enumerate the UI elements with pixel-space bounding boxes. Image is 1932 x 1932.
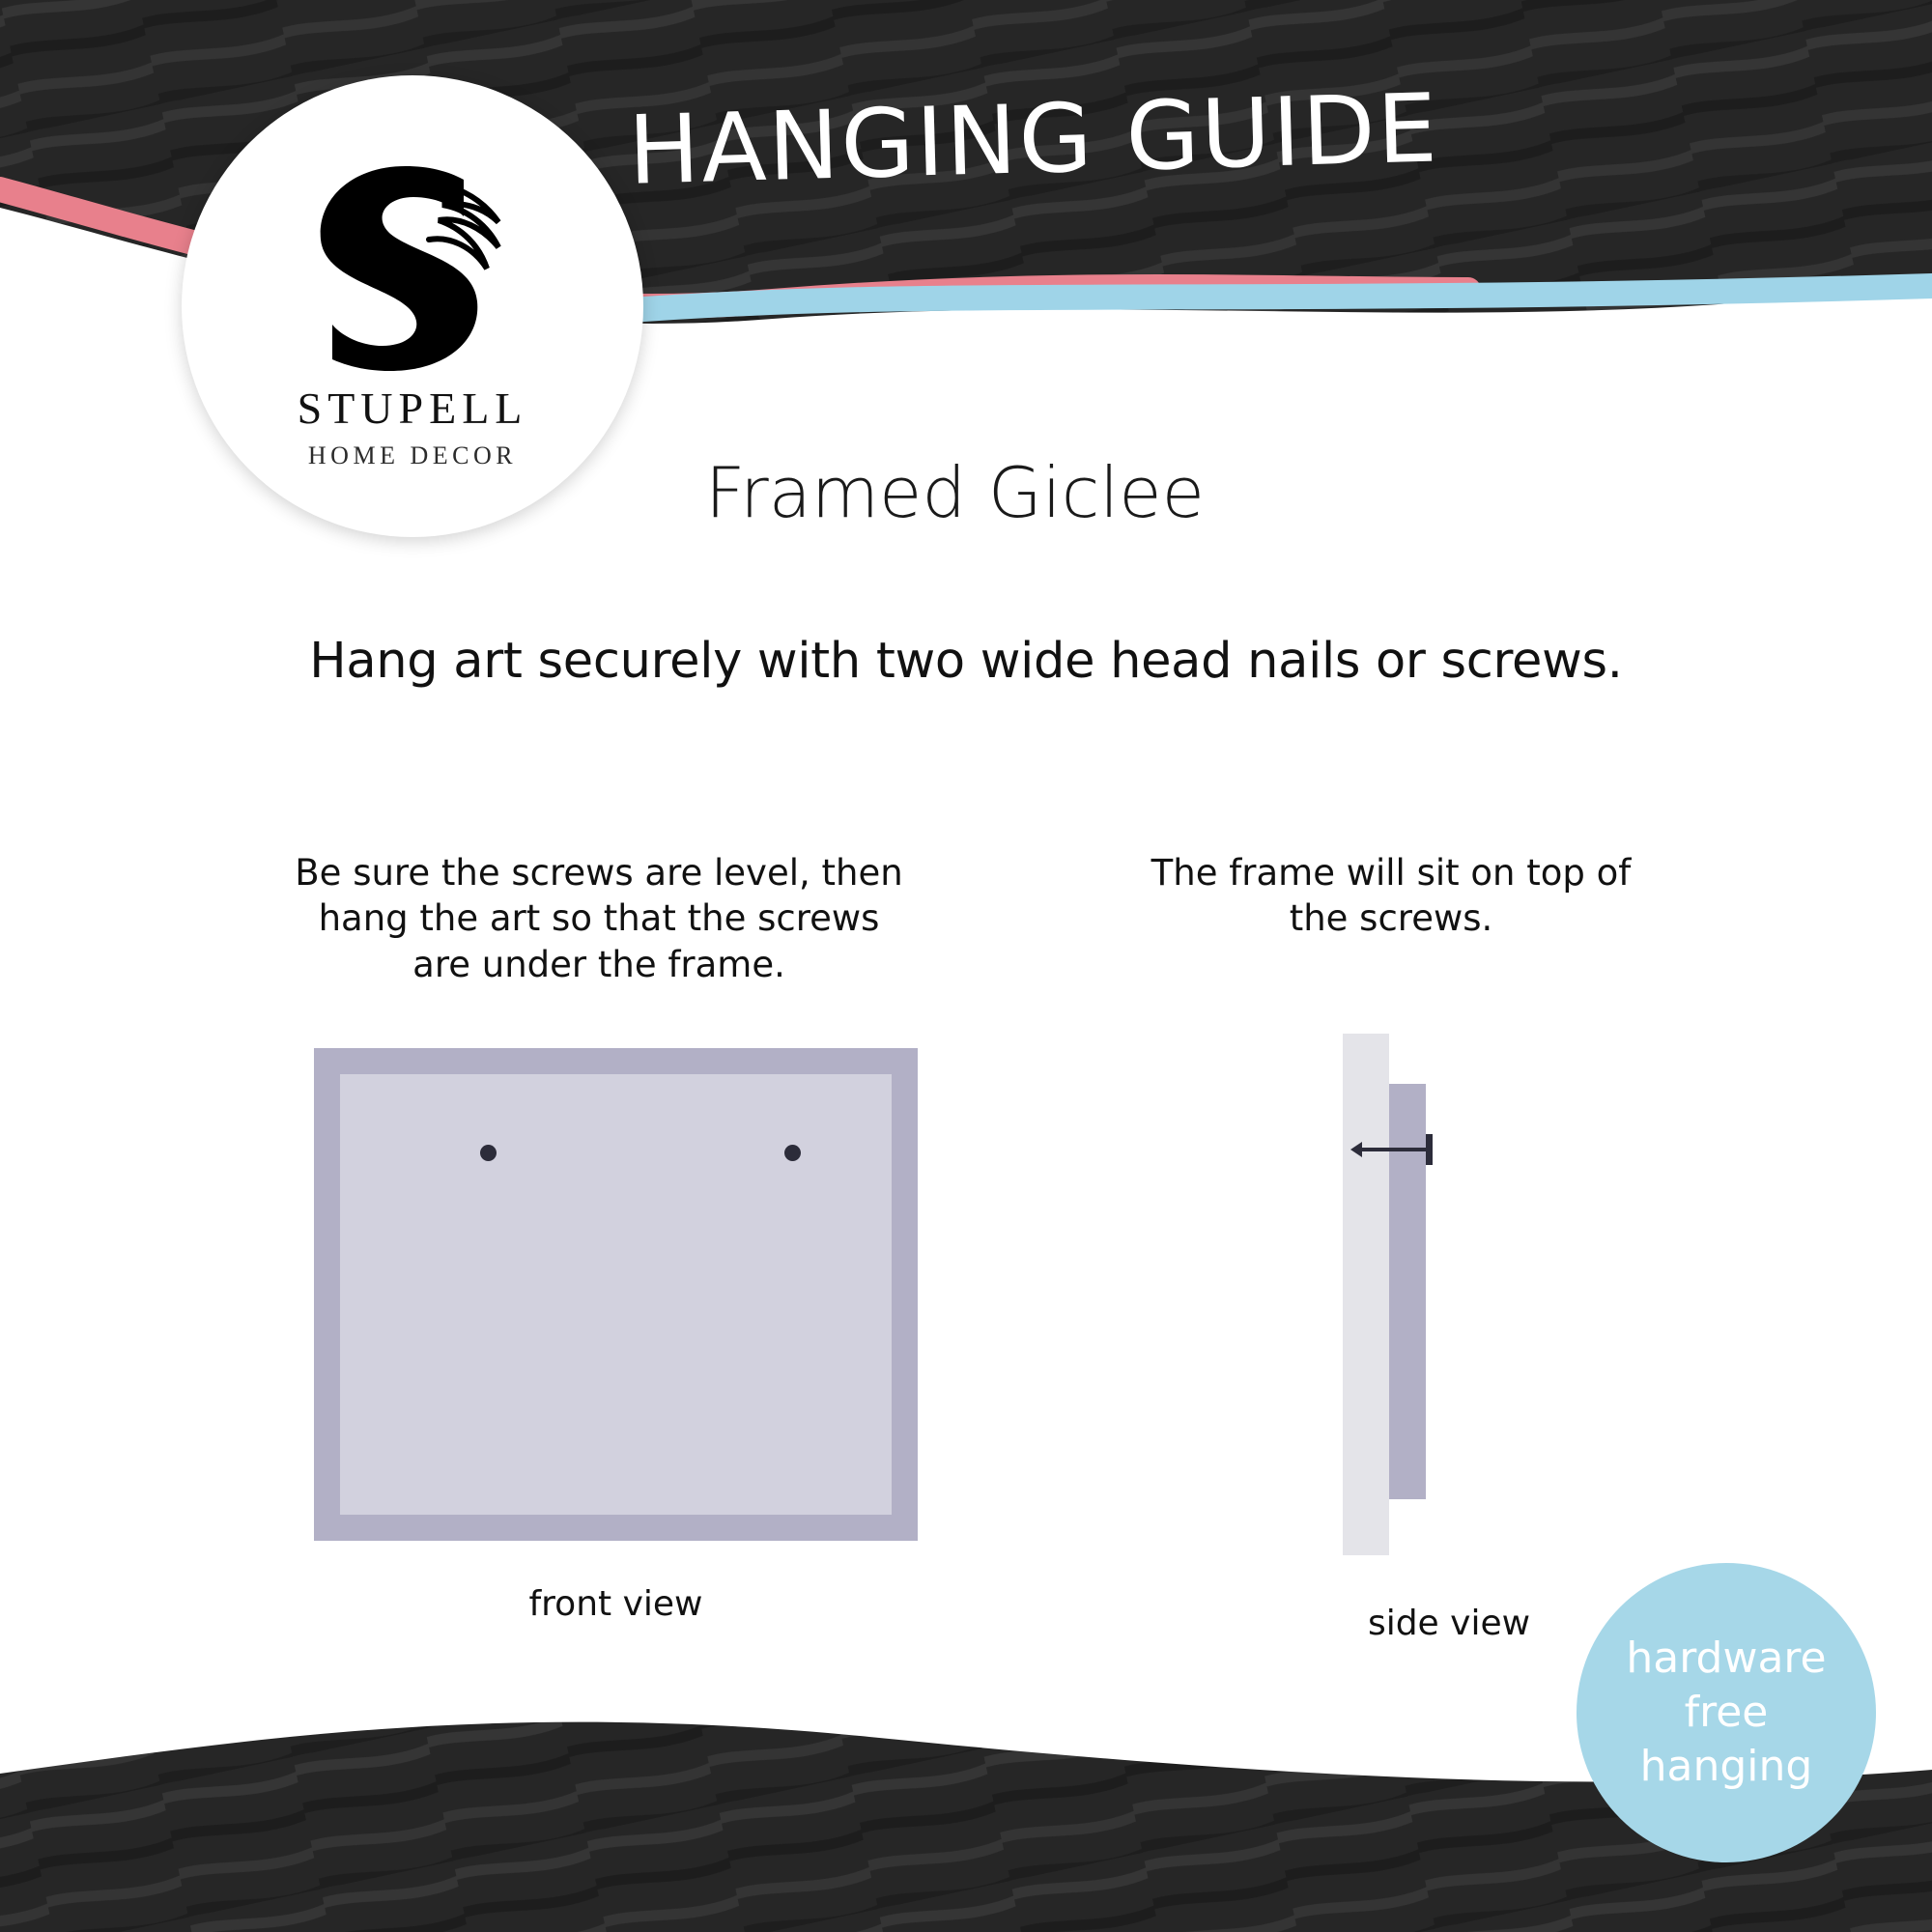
brand-logo [182,75,643,537]
badge-line-1: hardware [1626,1633,1827,1683]
frame-profile [1389,1084,1426,1499]
side-view-label: side view [1367,1604,1531,1643]
stupell-swoosh-logo-icon [292,160,533,373]
hardware-free-badge [1577,1563,1876,1862]
screw-dot-right-icon [784,1145,801,1161]
front-view-mat [340,1074,892,1515]
nail-shaft-icon [1355,1148,1431,1151]
front-view-diagram [314,1048,918,1541]
badge-line-3: hanging [1639,1742,1813,1792]
main-instruction: Hang art securely with two wide head nails or screws. [309,633,1623,690]
wall-surface [1343,1034,1389,1555]
page-title: HANGING GUIDE [626,73,1441,207]
front-view-caption: Be sure the screws are level, then hang the art so that the screws are under the frame. [295,852,903,985]
logo-name: STUPELL [297,384,528,433]
logo-subtitle: HOME DECOR [307,441,518,469]
badge-line-2: free [1684,1687,1769,1737]
side-view-caption: The frame will sit on top of the screws. [1151,852,1632,940]
nail-head-icon [1426,1134,1433,1165]
screw-dot-left-icon [480,1145,497,1161]
product-type: Framed Giclee [705,452,1205,533]
side-view-diagram [1343,1034,1555,1555]
front-view-label: front view [528,1584,703,1624]
